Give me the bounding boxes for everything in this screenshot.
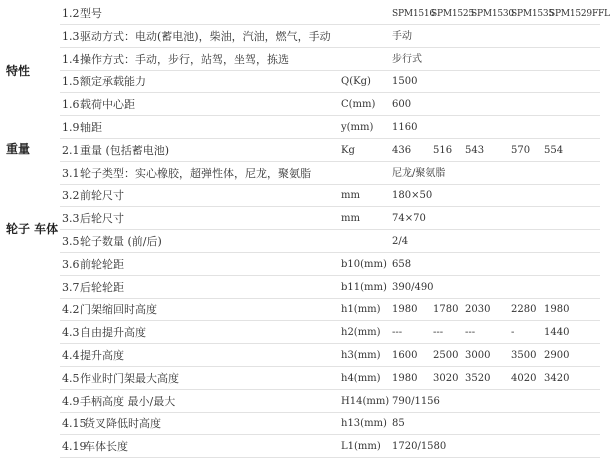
spec-value: 1780 (433, 304, 459, 316)
spec-value: 1440 (544, 327, 570, 339)
section-label-wheels: 轮子 车体 (6, 222, 59, 236)
spec-unit: h13(mm) (341, 418, 387, 430)
spec-row (0, 140, 600, 162)
spec-item-number: 3.2 (62, 189, 80, 203)
spec-row (0, 3, 610, 25)
spec-value: 600 (392, 99, 412, 111)
model-name: SPM1516 (392, 9, 435, 19)
spec-item-number: 1.3 (62, 29, 80, 43)
spec-item-label: 自由提升高度 (80, 326, 146, 340)
spec-unit: Q(Kg) (341, 76, 371, 88)
spec-value: 3500 (511, 350, 537, 361)
spec-value: 手动 (392, 30, 412, 42)
spec-item-label: 重量 (包括蓄电池) (80, 143, 170, 157)
spec-value: 1160 (392, 122, 418, 133)
spec-value: 570 (511, 144, 531, 156)
spec-value: 790/1156 (392, 395, 440, 407)
spec-value: - (511, 327, 515, 339)
spec-value: 2/4 (392, 236, 409, 247)
spec-value: --- (433, 327, 444, 339)
spec-row (0, 299, 600, 321)
spec-row (0, 163, 600, 185)
spec-row (0, 94, 600, 116)
spec-row (0, 368, 600, 390)
spec-unit: h2(mm) (341, 327, 381, 339)
spec-value: 1980 (392, 304, 418, 316)
spec-item-label: 手柄高度 最小/最大 (80, 394, 176, 408)
spec-item-label: 轴距 (80, 121, 102, 134)
spec-unit: y(mm) (341, 122, 374, 133)
model-name: SPM1525 (431, 9, 474, 19)
spec-item-label: 作业时门架最大高度 (80, 371, 179, 385)
spec-row (0, 277, 600, 299)
spec-value: 3520 (465, 372, 491, 384)
spec-item-number: 3.7 (62, 280, 80, 294)
spec-item-number: 2.1 (62, 143, 80, 157)
spec-item-label: 型号 (80, 7, 102, 20)
spec-unit: C(mm) (341, 99, 376, 111)
spec-value: 516 (433, 144, 453, 156)
spec-row (0, 117, 600, 139)
spec-unit: mm (341, 213, 360, 225)
spec-item-label: 轮子数量 (前/后) (80, 235, 162, 248)
spec-item-number: 3.3 (62, 212, 80, 226)
spec-item-label: 后轮尺寸 (80, 212, 124, 226)
spec-unit: L1(mm) (341, 441, 381, 453)
spec-item-label: 前轮轮距 (80, 257, 124, 271)
spec-item-label: 额定承载能力 (80, 75, 146, 89)
spec-unit: H14(mm) (341, 395, 390, 407)
spec-value: 2280 (511, 304, 537, 316)
section-label-weight: 重量 (6, 142, 31, 156)
spec-value: 2900 (544, 350, 570, 361)
spec-unit: h1(mm) (341, 304, 381, 316)
spec-item-label: 车体长度 (84, 440, 128, 454)
spec-unit: b11(mm) (341, 281, 387, 293)
spec-value: 2500 (433, 350, 459, 361)
spec-item-label: 驱动方式：电动(蓄电池)，柴油，汽油，燃气，手动 (80, 29, 331, 43)
spec-value: 554 (544, 144, 564, 156)
spec-value: 2030 (465, 304, 491, 316)
spec-value: --- (465, 327, 476, 339)
spec-item-label: 前轮尺寸 (80, 189, 124, 203)
spec-row (0, 322, 600, 344)
spec-item-number: 4.15 (62, 417, 87, 431)
spec-item-number: 1.2 (62, 7, 80, 20)
spec-value: 543 (465, 144, 485, 156)
spec-item-number: 4.3 (62, 326, 80, 340)
spec-value: 尼龙/聚氨脂 (392, 167, 446, 179)
spec-value: 390/490 (392, 281, 434, 293)
spec-value: 3420 (544, 372, 570, 384)
spec-item-label: 提升高度 (80, 349, 124, 362)
spec-item-number: 1.4 (62, 52, 80, 66)
model-name: SPM1535 (511, 9, 554, 19)
spec-value: 4020 (511, 372, 537, 384)
spec-item-number: 1.5 (62, 75, 80, 89)
spec-unit: h4(mm) (341, 372, 381, 384)
spec-value: 1600 (392, 350, 418, 361)
spec-row (0, 26, 600, 48)
spec-item-label: 轮子类型：实心橡胶，超弹性体，尼龙，聚氨脂 (80, 166, 311, 180)
model-name: SPM1530 (471, 9, 514, 19)
spec-row (0, 208, 600, 230)
spec-row (0, 436, 600, 458)
spec-unit: h3(mm) (341, 350, 381, 361)
spec-value: 3000 (465, 350, 491, 361)
spec-value: 1500 (392, 76, 418, 88)
spec-unit: mm (341, 190, 360, 202)
spec-item-label: 门架缩回时高度 (80, 303, 157, 317)
spec-value: 85 (392, 418, 405, 430)
spec-item-number: 3.5 (62, 235, 80, 248)
spec-item-label: 货叉降低时高度 (84, 417, 161, 431)
spec-item-number: 1.6 (62, 98, 80, 112)
spec-row (0, 254, 600, 276)
spec-value: 3020 (433, 372, 459, 384)
spec-item-number: 4.2 (62, 303, 80, 317)
spec-item-number: 1.9 (62, 121, 80, 134)
spec-value: --- (392, 327, 403, 339)
spec-row (0, 71, 600, 93)
spec-item-number: 4.19 (62, 440, 87, 454)
spec-unit: b10(mm) (341, 258, 387, 270)
spec-value: 1980 (544, 304, 570, 316)
spec-value: 1980 (392, 372, 418, 384)
spec-item-number: 3.6 (62, 257, 80, 271)
model-name: SPM1529FFL (549, 9, 610, 19)
spec-item-label: 操作方式：手动，步行，站驾，坐驾，拣选 (80, 52, 289, 66)
spec-item-number: 4.4 (62, 349, 80, 362)
spec-value: 658 (392, 258, 412, 270)
section-label-spec: 特性 (6, 64, 31, 78)
spec-value: 180×50 (392, 190, 433, 202)
spec-row (0, 391, 600, 413)
spec-row (0, 345, 600, 367)
spec-item-number: 3.1 (62, 166, 80, 180)
spec-row (0, 413, 600, 435)
spec-item-number: 4.9 (62, 394, 80, 408)
spec-row (0, 231, 600, 253)
spec-item-label: 后轮轮距 (80, 280, 124, 294)
spec-value: 1720/1580 (392, 441, 447, 453)
spec-value: 436 (392, 144, 412, 156)
spec-unit: Kg (341, 144, 355, 156)
spec-item-number: 4.5 (62, 371, 80, 385)
spec-item-label: 载荷中心距 (80, 98, 135, 112)
spec-row (0, 49, 600, 71)
spec-row (0, 185, 600, 207)
spec-value: 74×70 (392, 213, 426, 225)
spec-value: 步行式 (392, 53, 422, 65)
